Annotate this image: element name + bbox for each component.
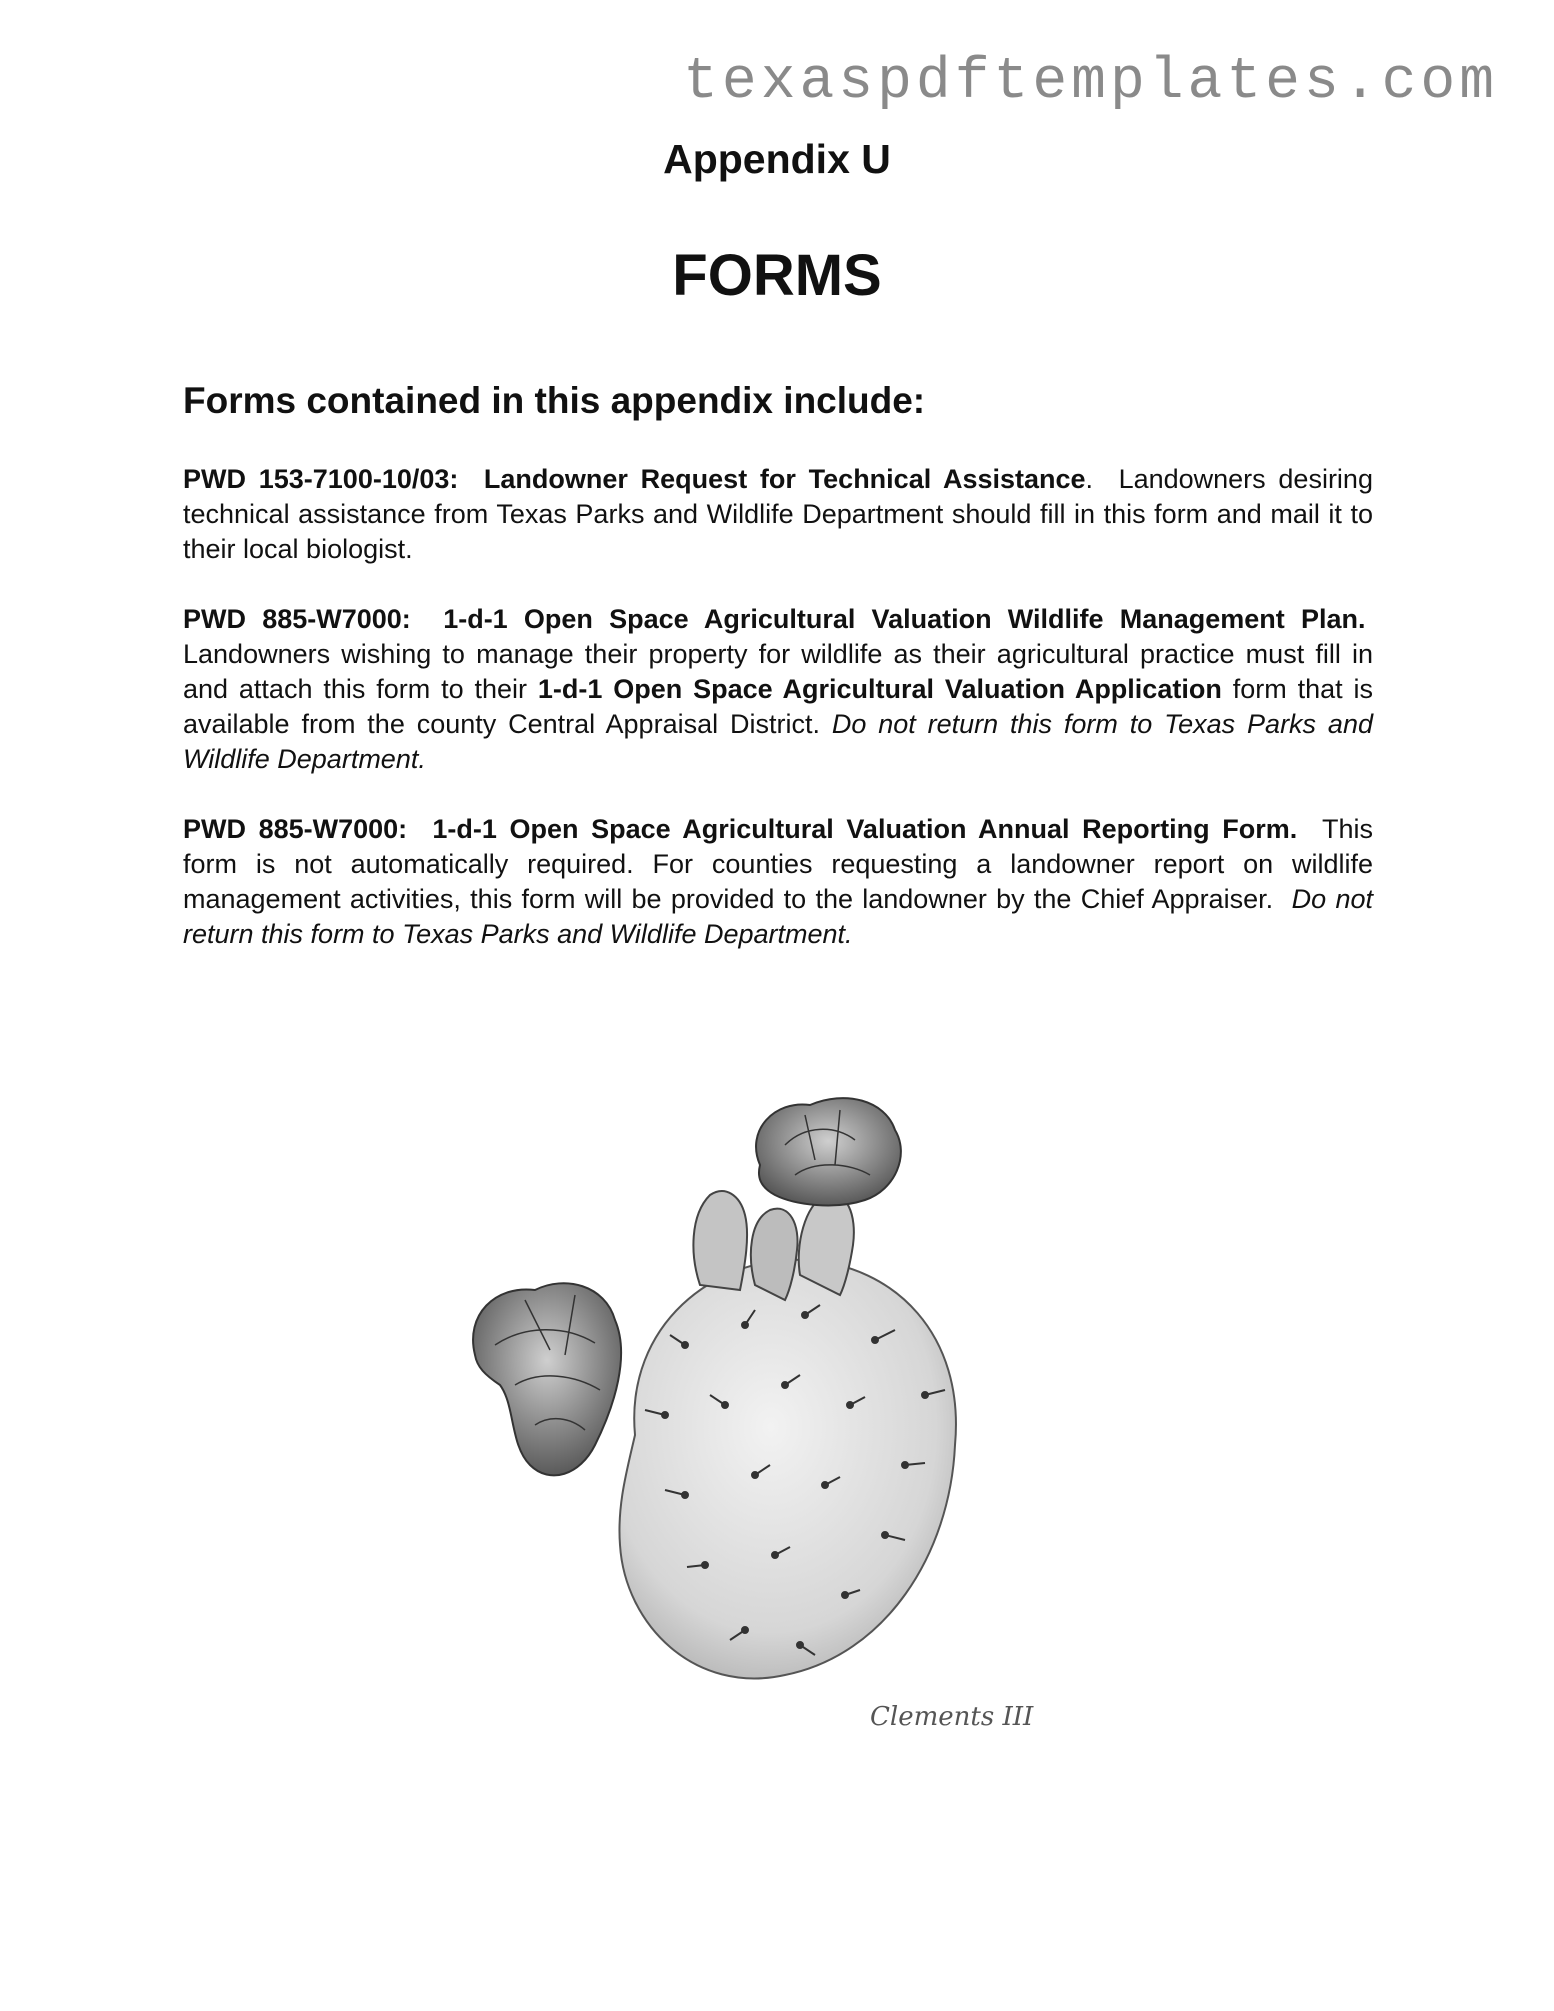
form-entry-wildlife-management-plan <box>183 602 1373 777</box>
form-description: Landowners wishing to manage their property for wildlife as their agricultural practice must fill in and attach this form to their <box>183 639 1373 704</box>
form-entry-technical-assistance <box>183 462 1373 567</box>
cactus-flower <box>756 1098 901 1205</box>
form-note: Do not return this form to Texas Parks and Wildlife Department. <box>183 884 1373 949</box>
form-description: Landowners desiring technical assistance from Texas Parks and Wildlife Department should fill in this form and mail it to their local biologist. <box>183 464 1373 564</box>
form-code: PWD 153-7100-10/03: <box>183 464 459 494</box>
form-title: 1-d-1 Open Space Agricultural Valuation Annual Reporting Form. <box>432 814 1298 844</box>
cactus-pad <box>619 1260 955 1679</box>
cactus-illustration <box>455 1085 1075 1785</box>
cactus-bud <box>751 1209 798 1300</box>
forms-list <box>183 380 1373 987</box>
appendix-title: Appendix U <box>663 136 891 182</box>
form-description: This form is not automatically required. For counties requesting a landowner report on wildlife management activities, this form will be provided to the landowner by the Chief Appraiser. <box>183 814 1373 914</box>
cactus-bud <box>693 1191 747 1290</box>
form-title: Landowner Request for Technical Assistance <box>483 464 1086 494</box>
form-application-name: 1-d-1 Open Space Agricultural Valuation Application <box>537 674 1222 704</box>
intro-heading: Forms contained in this appendix include: <box>183 380 926 421</box>
watermark: texaspdftemplates.com <box>683 50 1498 115</box>
form-code: PWD 885-W7000: <box>183 604 411 634</box>
form-title-suffix: . <box>1085 464 1094 494</box>
page-title: FORMS <box>672 243 882 308</box>
form-code: PWD 885-W7000: <box>183 814 408 844</box>
form-entry-annual-reporting <box>183 812 1373 952</box>
cactus-flower <box>473 1283 621 1475</box>
form-note: Do not return this form to Texas Parks and Wildlife Department. <box>183 709 1373 774</box>
form-description-end: form that is available from the county Central Appraisal District. <box>183 674 1373 739</box>
artist-signature: Clements III <box>870 1702 1034 1732</box>
form-title: 1-d-1 Open Space Agricultural Valuation Wildlife Management Plan. <box>443 604 1366 634</box>
